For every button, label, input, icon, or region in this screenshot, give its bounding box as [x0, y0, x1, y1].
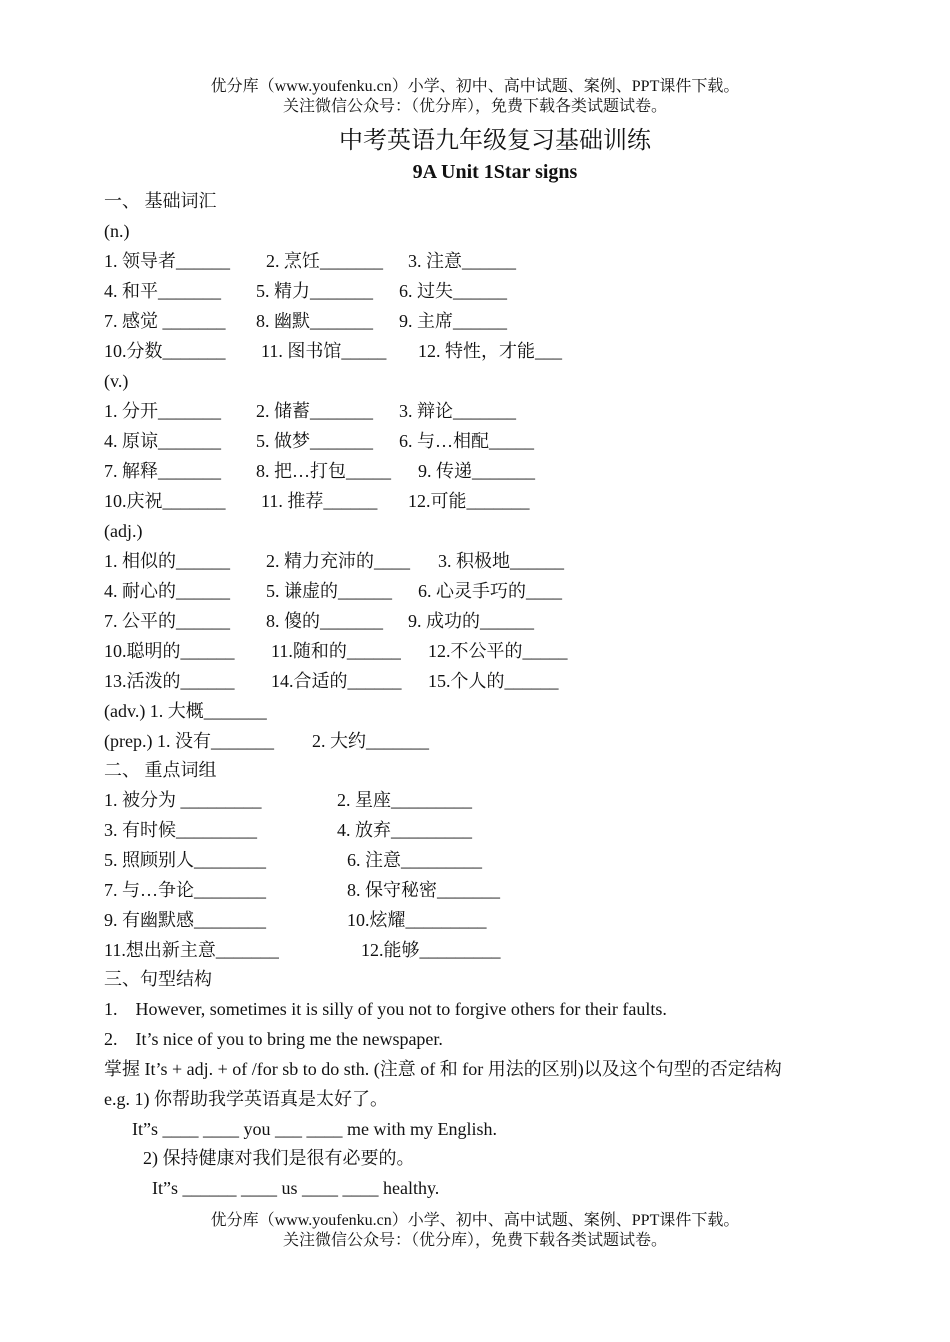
adj-item: 8. 傻的_______ — [266, 611, 383, 631]
page-subtitle: 9A Unit 1Star signs — [412, 161, 578, 183]
grammar-rule: 掌握 It’s + adj. + of /for sb to do sth. (注意 of 和 for 用法的区别)以及这个句型的否定结构 — [104, 1059, 782, 1079]
verb-item: 2. 储蓄_______ — [256, 401, 373, 421]
adj-item: 6. 心灵手巧的____ — [418, 581, 562, 601]
sentence-2: 2. It’s nice of you to bring me the newspaper. — [104, 1029, 443, 1049]
phrase-item: 2. 星座_________ — [337, 790, 472, 810]
phrase-item: 7. 与…争论________ — [104, 880, 266, 900]
adj-item: 3. 积极地______ — [438, 551, 564, 571]
noun-item: 8. 幽默_______ — [256, 311, 373, 331]
adj-item: 7. 公平的______ — [104, 611, 230, 631]
verb-item: 1. 分开_______ — [104, 401, 221, 421]
verb-item: 7. 解释_______ — [104, 461, 221, 481]
adj-item: 11.随和的______ — [271, 641, 401, 661]
verb-item: 3. 辩论_______ — [399, 401, 516, 421]
adj-item: 9. 成功的______ — [408, 611, 534, 631]
example-1-english: It”s ____ ____ you ___ ____ me with my English. — [132, 1119, 497, 1139]
adj-item: 13.活泼的______ — [104, 671, 235, 691]
section-2-heading: 二、 重点词组 — [104, 760, 217, 780]
phrase-item: 11.想出新主意_______ — [104, 940, 279, 960]
adj-item: 10.聪明的______ — [104, 641, 235, 661]
verb-item: 6. 与…相配_____ — [399, 431, 534, 451]
adj-label: (adj.) — [104, 521, 143, 541]
adj-item: 15.个人的______ — [428, 671, 559, 691]
adv-line: (adv.) 1. 大概_______ — [104, 701, 267, 721]
noun-item: 10.分数_______ — [104, 341, 226, 361]
verb-item: 10.庆祝_______ — [104, 491, 226, 511]
header-line-1: 优分库（www.youfenku.cn）小学、初中、高中试题、案例、PPT课件下载。 — [210, 78, 740, 95]
verb-item: 9. 传递_______ — [418, 461, 535, 481]
phrase-item: 9. 有幽默感________ — [104, 910, 266, 930]
sentence-1: 1. However, sometimes it is silly of you not to forgive others for their faults. — [104, 999, 667, 1019]
adj-item: 4. 耐心的______ — [104, 581, 230, 601]
noun-label: (n.) — [104, 221, 130, 241]
noun-item: 4. 和平_______ — [104, 281, 221, 301]
noun-item: 12. 特性，才能___ — [418, 341, 562, 361]
footer-line-2: 关注微信公众号：（优分库），免费下载各类试题试卷。 — [282, 1232, 667, 1249]
example-2-chinese: 2) 保持健康对我们是很有必要的。 — [143, 1148, 415, 1168]
verb-item: 12.可能_______ — [408, 491, 530, 511]
phrase-item: 12.能够_________ — [361, 940, 501, 960]
noun-item: 2. 烹饪_______ — [266, 251, 383, 271]
verb-item: 8. 把…打包_____ — [256, 461, 391, 481]
phrase-item: 6. 注意_________ — [347, 850, 482, 870]
verb-item: 4. 原谅_______ — [104, 431, 221, 451]
noun-item: 7. 感觉 _______ — [104, 311, 226, 331]
phrase-item: 4. 放弃_________ — [337, 820, 472, 840]
verb-label: (v.) — [104, 371, 129, 391]
footer-line-1: 优分库（www.youfenku.cn）小学、初中、高中试题、案例、PPT课件下载。 — [210, 1212, 740, 1229]
example-2-english: It”s ______ ____ us ____ ____ healthy. — [152, 1178, 440, 1198]
noun-item: 3. 注意______ — [408, 251, 516, 271]
adj-item: 1. 相似的______ — [104, 551, 230, 571]
noun-item: 1. 领导者______ — [104, 251, 230, 271]
section-3-heading: 三、句型结构 — [104, 969, 212, 989]
header-line-2: 关注微信公众号：（优分库），免费下载各类试题试卷。 — [282, 98, 667, 115]
prep-item: 2. 大约_______ — [312, 731, 429, 751]
section-1-heading: 一、 基础词汇 — [104, 191, 217, 211]
verb-item: 5. 做梦_______ — [256, 431, 373, 451]
adj-item: 14.合适的______ — [271, 671, 402, 691]
noun-item: 9. 主席______ — [399, 311, 507, 331]
phrase-item: 10.炫耀_________ — [347, 910, 487, 930]
phrase-item: 1. 被分为 _________ — [104, 790, 262, 810]
verb-item: 11. 推荐______ — [261, 491, 378, 511]
example-1-chinese: e.g. 1) 你帮助我学英语真是太好了。 — [104, 1089, 388, 1109]
noun-item: 5. 精力_______ — [256, 281, 373, 301]
adj-item: 5. 谦虚的______ — [266, 581, 392, 601]
phrase-item: 3. 有时候_________ — [104, 820, 257, 840]
phrase-item: 5. 照顾别人________ — [104, 850, 266, 870]
adj-item: 2. 精力充沛的____ — [266, 551, 410, 571]
noun-item: 6. 过失______ — [399, 281, 507, 301]
prep-item: (prep.) 1. 没有_______ — [104, 731, 274, 751]
noun-item: 11. 图书馆_____ — [261, 341, 387, 361]
adj-item: 12.不公平的_____ — [428, 641, 568, 661]
page-title: 中考英语九年级复习基础训练 — [339, 128, 651, 154]
phrase-item: 8. 保守秘密_______ — [347, 880, 500, 900]
